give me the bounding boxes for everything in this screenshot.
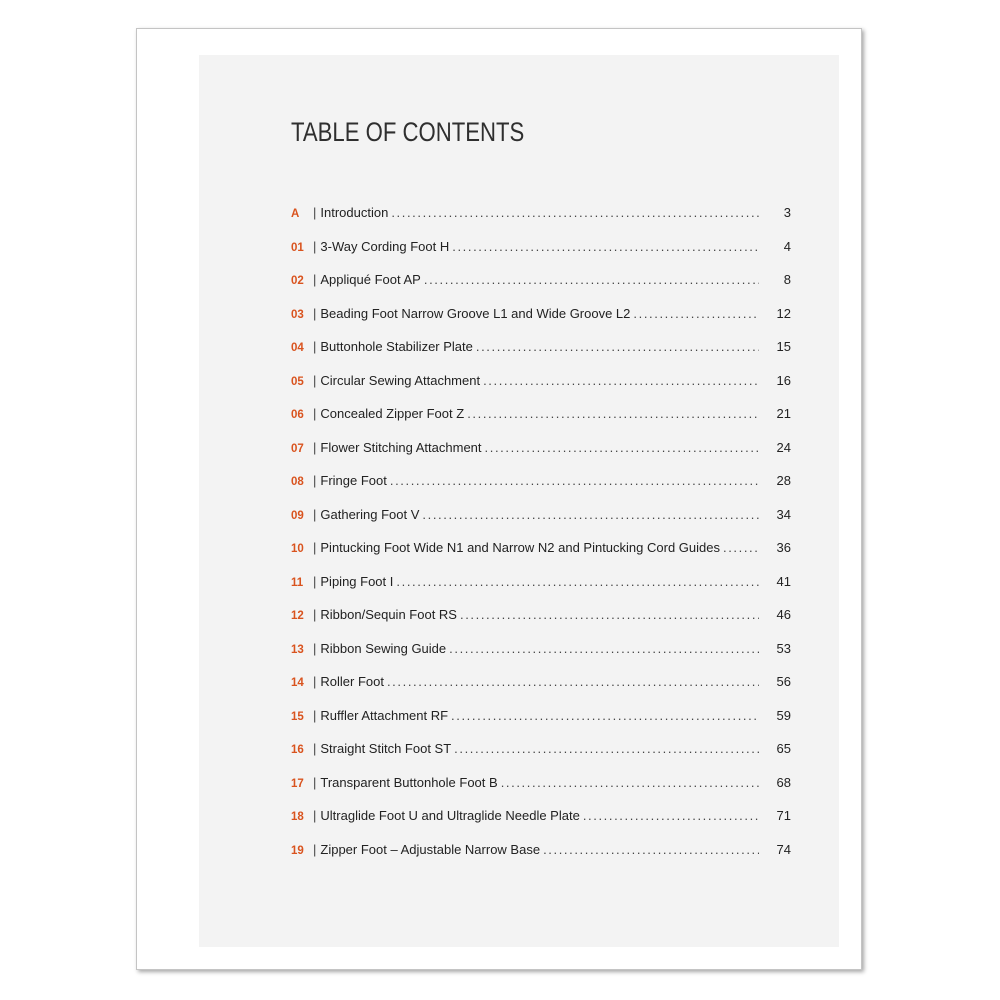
toc-entry-number: 08: [291, 476, 304, 488]
toc-entry-label: Ribbon Sewing Guide: [320, 640, 447, 656]
toc-entry-page: 53: [776, 640, 791, 656]
toc-entry[interactable]: [291, 808, 791, 842]
toc-entry-page: 71: [776, 808, 791, 823]
toc-entry[interactable]: [291, 339, 791, 373]
toc-entry-page: 8: [783, 272, 791, 287]
toc-entry-page: 41: [776, 573, 791, 589]
toc-entry-number: 15: [291, 710, 304, 723]
toc-dot-leader: [451, 708, 759, 723]
toc-separator: |: [313, 473, 317, 488]
toc-entry[interactable]: [291, 741, 791, 775]
toc-dot-leader: [485, 440, 759, 455]
toc-entry-page: 46: [776, 607, 791, 622]
toc-entry-label: Beading Foot Narrow Groove L1 and Wide Groove L2: [320, 305, 631, 321]
toc-entry-page: 4: [783, 238, 791, 254]
toc-dot-leader: [633, 306, 759, 321]
toc-dot-leader: [476, 339, 759, 354]
toc-entry[interactable]: [291, 205, 791, 239]
toc-entry[interactable]: [291, 842, 791, 876]
toc-entry-number: 05: [291, 375, 304, 388]
toc-dot-leader: [422, 507, 759, 522]
toc-separator: |: [313, 406, 317, 421]
toc-entry-page: 74: [776, 841, 791, 857]
toc-entry-number: 18: [291, 811, 304, 823]
toc-separator: |: [313, 674, 317, 689]
toc-entry[interactable]: [291, 674, 791, 708]
toc-entry-number: 14: [291, 677, 304, 689]
toc-dot-leader: [387, 674, 759, 689]
toc-entry-number: A: [291, 208, 300, 220]
toc-entry-page: 56: [776, 674, 791, 689]
toc-separator: |: [313, 741, 317, 756]
toc-entry-label: Appliqué Foot AP: [320, 272, 421, 287]
toc-entry-label: Piping Foot I: [320, 573, 394, 589]
toc-entry-number: 09: [291, 509, 304, 522]
toc-entry[interactable]: [291, 440, 791, 474]
toc-entry-number: 11: [291, 576, 304, 589]
toc-dot-leader: [454, 741, 759, 756]
toc-entry-label: Buttonhole Stabilizer Plate: [320, 339, 473, 354]
toc-separator: |: [313, 573, 317, 589]
toc-separator: |: [313, 305, 317, 321]
toc-separator: |: [313, 238, 317, 254]
toc-entry-label: Zipper Foot – Adjustable Narrow Base: [320, 841, 541, 857]
toc-entry-label: Fringe Foot: [320, 473, 387, 488]
toc-separator: |: [313, 707, 317, 723]
document-page: [136, 28, 862, 970]
toc-separator: |: [313, 841, 317, 857]
toc-entry-number: 01: [291, 241, 304, 254]
toc-entry-page: 28: [776, 473, 791, 488]
toc-entry-number: 04: [291, 342, 304, 354]
toc-entry-page: 16: [776, 372, 791, 388]
toc-entry-label: 3-Way Cording Foot H: [320, 238, 450, 254]
toc-entry-number: 10: [291, 543, 304, 555]
toc-separator: |: [313, 540, 317, 555]
toc-dot-leader: [543, 842, 759, 857]
toc-entry-number: 19: [291, 844, 304, 857]
toc-dot-leader: [483, 373, 759, 388]
toc-entry[interactable]: [291, 306, 791, 340]
content-panel: [199, 55, 839, 947]
toc-dot-leader: [391, 205, 759, 220]
toc-entry[interactable]: [291, 574, 791, 608]
toc-separator: |: [313, 774, 317, 790]
toc-dot-leader: [452, 239, 759, 254]
toc-entry-page: 36: [776, 540, 791, 555]
toc-entry-number: 17: [291, 777, 304, 790]
toc-entry[interactable]: [291, 540, 791, 574]
toc-list: [291, 205, 791, 875]
toc-entry-page: 34: [776, 506, 791, 522]
toc-entry-label: Transparent Buttonhole Foot B: [320, 774, 498, 790]
toc-entry[interactable]: [291, 272, 791, 306]
toc-entry[interactable]: [291, 507, 791, 541]
toc-dot-leader: [460, 607, 759, 622]
toc-entry-page: 59: [776, 707, 791, 723]
toc-entry-label: Flower Stitching Attachment: [320, 439, 482, 455]
toc-separator: |: [313, 506, 317, 522]
toc-entry[interactable]: [291, 775, 791, 809]
toc-entry-label: Circular Sewing Attachment: [320, 372, 481, 388]
toc-entry[interactable]: [291, 373, 791, 407]
toc-entry-page: 3: [783, 205, 791, 220]
toc-entry[interactable]: [291, 406, 791, 440]
toc-separator: |: [313, 372, 317, 388]
toc-entry-label: Ultraglide Foot U and Ultraglide Needle Plate: [320, 808, 580, 823]
toc-entry-label: Ribbon/Sequin Foot RS: [320, 607, 457, 622]
toc-dot-leader: [723, 540, 759, 555]
toc-dot-leader: [449, 641, 759, 656]
toc-entry-number: 07: [291, 442, 304, 455]
toc-entry[interactable]: [291, 607, 791, 641]
toc-entry-page: 24: [776, 439, 791, 455]
toc-entry-number: 16: [291, 744, 304, 756]
toc-separator: |: [313, 272, 317, 287]
toc-entry-label: Straight Stitch Foot ST: [320, 741, 452, 756]
toc-entry-label: Introduction: [320, 205, 389, 220]
toc-entry[interactable]: [291, 239, 791, 273]
toc-dot-leader: [467, 406, 759, 421]
toc-entry-label: Gathering Foot V: [320, 506, 420, 522]
toc-dot-leader: [424, 272, 759, 287]
toc-entry[interactable]: [291, 641, 791, 675]
toc-entry-label: Concealed Zipper Foot Z: [320, 406, 465, 421]
toc-separator: |: [313, 808, 317, 823]
toc-entry-page: 68: [776, 774, 791, 790]
toc-dot-leader: [501, 775, 759, 790]
toc-entry[interactable]: [291, 473, 791, 507]
toc-separator: |: [313, 439, 317, 455]
toc-entry-number: 03: [291, 308, 304, 321]
page-title: TABLE OF CONTENTS: [291, 117, 525, 147]
toc-entry-page: 12: [776, 305, 791, 321]
toc-dot-leader: [390, 473, 759, 488]
toc-entry-page: 15: [776, 339, 791, 354]
toc-entry-number: 06: [291, 409, 304, 421]
toc-entry-label: Pintucking Foot Wide N1 and Narrow N2 and Pintucking Cord Guides: [320, 540, 720, 555]
toc-dot-leader: [583, 808, 759, 823]
toc-dot-leader: [396, 574, 759, 589]
toc-entry-number: 13: [291, 643, 304, 656]
toc-entry-page: 21: [776, 406, 791, 421]
toc-separator: |: [313, 205, 317, 220]
toc-entry-label: Roller Foot: [320, 674, 384, 689]
toc-entry-page: 65: [776, 741, 791, 756]
toc-entry[interactable]: [291, 708, 791, 742]
toc-separator: |: [313, 339, 317, 354]
toc-entry-number: 02: [291, 275, 304, 287]
toc-separator: |: [313, 607, 317, 622]
toc-entry-number: 12: [291, 610, 304, 622]
toc-separator: |: [313, 640, 317, 656]
toc-entry-label: Ruffler Attachment RF: [320, 707, 449, 723]
